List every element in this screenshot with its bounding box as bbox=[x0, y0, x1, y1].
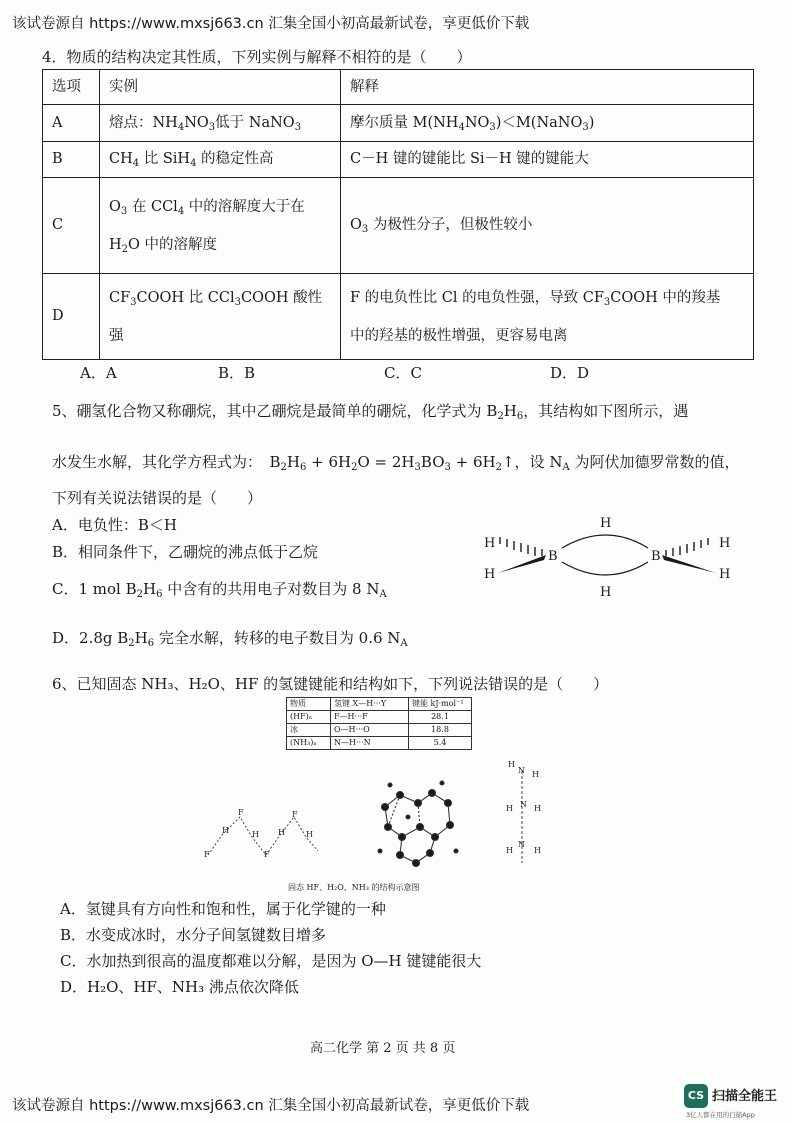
diborane-structure-figure bbox=[476, 510, 746, 606]
q5-option-d: D．2.8g $B_2H_6$ 完全水解，转移的电子数目为 0.6 $N_A$ bbox=[52, 629, 408, 649]
nh3-chain-structure bbox=[506, 760, 541, 863]
hb-cell: (HF)ₙ bbox=[287, 711, 331, 724]
scanner-brand: 扫描全能王 bbox=[712, 1089, 778, 1104]
bridge-bond-bottom bbox=[562, 562, 648, 575]
q4-row-d-explanation: F 的电负性比 Cl 的电负性强，导致 $CF_3COOH$ 中的羧基 中的羟基的极性增强，更容易电离 bbox=[341, 274, 754, 360]
q5-stem-line1: 5、硼氢化合物又称硼烷，其中乙硼烷是最简单的硼烷，化学式为 $B_2H_6$，其结构如下图所示，遇 bbox=[52, 402, 689, 422]
q4-table-header-row bbox=[43, 70, 754, 105]
q4-row-d-example: $CF_3COOH$ 比 CCl$_3$COOH 酸性 强 bbox=[100, 274, 341, 360]
scanner-logo-icon: CS bbox=[684, 1084, 708, 1108]
hb-row-ice bbox=[287, 724, 472, 737]
q4-row-c bbox=[43, 178, 754, 274]
nh3-atom: N bbox=[520, 800, 527, 809]
hb-cell: 5.4 bbox=[409, 737, 472, 750]
nh3-atom: H bbox=[506, 846, 513, 855]
hf-atom: F bbox=[238, 808, 244, 817]
terminal-h-right-top: H bbox=[719, 536, 731, 551]
q4-header-explanation: 解释 bbox=[341, 70, 754, 105]
nh3-atom: N bbox=[518, 766, 525, 775]
nh3-atom: H bbox=[506, 804, 513, 813]
terminal-h-left-top: H bbox=[484, 536, 496, 551]
terminal-h-left-bottom: H bbox=[484, 567, 496, 582]
q5-option-b: B．相同条件下，乙硼烷的沸点低于乙烷 bbox=[52, 543, 319, 561]
q5-option-a: A．电负性：B＜H bbox=[52, 516, 177, 534]
hb-row-hf bbox=[287, 711, 472, 724]
q4-option-b: B．B bbox=[218, 364, 256, 382]
hb-cell: F—H···F bbox=[331, 711, 409, 724]
hb-cell: (NH₃)ₙ bbox=[287, 737, 331, 750]
hb-table-header bbox=[287, 698, 472, 711]
q6-option-a: A．氢键具有方向性和饱和性，属于化学键的一种 bbox=[60, 900, 386, 918]
q4-header-example: 实例 bbox=[100, 70, 341, 105]
q4-header-option: 选项 bbox=[43, 70, 100, 105]
q4-stem: 4．物质的结构决定其性质，下列实例与解释不相符的是（ ） bbox=[42, 48, 472, 66]
hf-atom: H bbox=[222, 826, 229, 835]
q5-stem-line3: 下列有关说法错误的是（ ） bbox=[52, 489, 263, 507]
q4-row-b-option: B bbox=[43, 142, 100, 178]
nh3-atom: H bbox=[534, 804, 541, 813]
q4-row-b-explanation: C－H 键的键能比 Si－H 键的键能大 bbox=[341, 142, 754, 178]
hf-atom: F bbox=[204, 850, 210, 859]
q4-row-d-option: D bbox=[43, 274, 100, 360]
q4-option-c: C．C bbox=[384, 364, 422, 382]
hb-cell: 28.1 bbox=[409, 711, 472, 724]
q6-stem: 6、已知固态 NH₃、H₂O、HF 的氢键键能和结构如下，下列说法错误的是（ ） bbox=[52, 675, 609, 693]
nh3-atom: H bbox=[508, 760, 515, 769]
nh3-atom: H bbox=[534, 846, 541, 855]
q4-row-b bbox=[43, 142, 754, 178]
q4-row-b-example: $CH_4$ 比 SiH$_4$ 的稳定性高 bbox=[100, 142, 341, 178]
hf-atom: F bbox=[292, 810, 298, 819]
boron-left: B bbox=[548, 549, 558, 564]
q4-row-d bbox=[43, 274, 754, 360]
hb-cell: O—H···O bbox=[331, 724, 409, 737]
hf-zigzag-structure bbox=[204, 808, 318, 859]
q4-row-c-explanation: $O_3$ 为极性分子，但极性较小 bbox=[341, 178, 754, 274]
hb-cell: 冰 bbox=[287, 724, 331, 737]
bridge-h-bottom: H bbox=[600, 585, 612, 600]
hydrogen-bond-table bbox=[286, 697, 472, 750]
q4-row-a-option: A bbox=[43, 105, 100, 142]
bridge-bond-top bbox=[562, 535, 648, 548]
hb-header-substance: 物质 bbox=[287, 698, 331, 711]
bridge-h-top: H bbox=[600, 516, 612, 531]
boron-right: B bbox=[651, 549, 661, 564]
hb-header-energy: 键能 kJ·mol⁻¹ bbox=[409, 698, 472, 711]
page-number: 高二化学 第 2 页 共 8 页 bbox=[310, 1041, 456, 1056]
wedge-bond-right bbox=[662, 555, 716, 573]
q4-row-a-example: 熔点：$NH_4NO_3$低于 NaNO$_3$ bbox=[100, 105, 341, 142]
q6-option-c: C．水加热到很高的温度都难以分解，是因为 O—H 键键能很大 bbox=[60, 952, 482, 970]
scanner-tagline: 3亿人都在用的扫描App bbox=[686, 1111, 755, 1119]
q4-option-a: A．A bbox=[80, 364, 117, 382]
q6-option-b: B．水变成冰时，水分子间氢键数目增多 bbox=[60, 926, 327, 944]
q6-option-d: D．H₂O、HF、NH₃ 沸点依次降低 bbox=[60, 978, 299, 996]
nh3-atom: H bbox=[532, 770, 539, 779]
terminal-h-right-bottom: H bbox=[719, 567, 731, 582]
hashed-bond-left bbox=[500, 537, 542, 556]
q4-row-a bbox=[43, 105, 754, 142]
hb-header-bond: 氢键 X—H···Y bbox=[331, 698, 409, 711]
hb-cell: N—H···N bbox=[331, 737, 409, 750]
hf-atom: H bbox=[252, 830, 259, 839]
q4-row-c-example: $O_3$ 在 CCl$_4$ 中的溶解度大于在 $H_2O$ 中的溶解度 bbox=[100, 178, 341, 274]
page-footer: 该试卷源自 https://www.mxsj663.cn 汇集全国小初高最新试卷，享更低价下载 bbox=[12, 1098, 530, 1114]
q4-row-a-explanation: 摩尔质量 $M(NH_4NO_3)<M(NaNO_3)$ bbox=[341, 105, 754, 142]
hb-cell: 18.8 bbox=[409, 724, 472, 737]
wedge-bond-left bbox=[498, 555, 546, 573]
hf-atom: H bbox=[306, 830, 313, 839]
q4-row-c-option: C bbox=[43, 178, 100, 274]
q5-stem-line2: 水发生水解，其化学方程式为： $B_2H_6 + 6H_2O = 2H_3BO_3$ + $6H_2↑$，设 $N_A$ 为阿伏加德罗常数的值， bbox=[52, 453, 740, 473]
nh3-atom: N bbox=[518, 840, 525, 849]
hb-row-nh3 bbox=[287, 737, 472, 750]
figure-caption: 固态 HF、H₂O、NH₃ 的结构示意图 bbox=[288, 883, 420, 892]
hf-atom: F bbox=[264, 850, 270, 859]
hf-atom: H bbox=[278, 828, 285, 837]
q5-option-c: C．1 mol $B_2H_6$ 中含有的共用电子对数目为 8 $N_A$ bbox=[52, 580, 387, 600]
q4-option-d: D．D bbox=[550, 364, 590, 382]
hydrogen-bond-structures-figure bbox=[160, 755, 580, 880]
hashed-bond-right bbox=[666, 538, 708, 556]
page-header: 该试卷源自 https://www.mxsj663.cn 汇集全国小初高最新试卷，享更低价下载 bbox=[12, 16, 530, 32]
ice-lattice-structure bbox=[378, 781, 458, 867]
q4-table bbox=[42, 69, 754, 360]
